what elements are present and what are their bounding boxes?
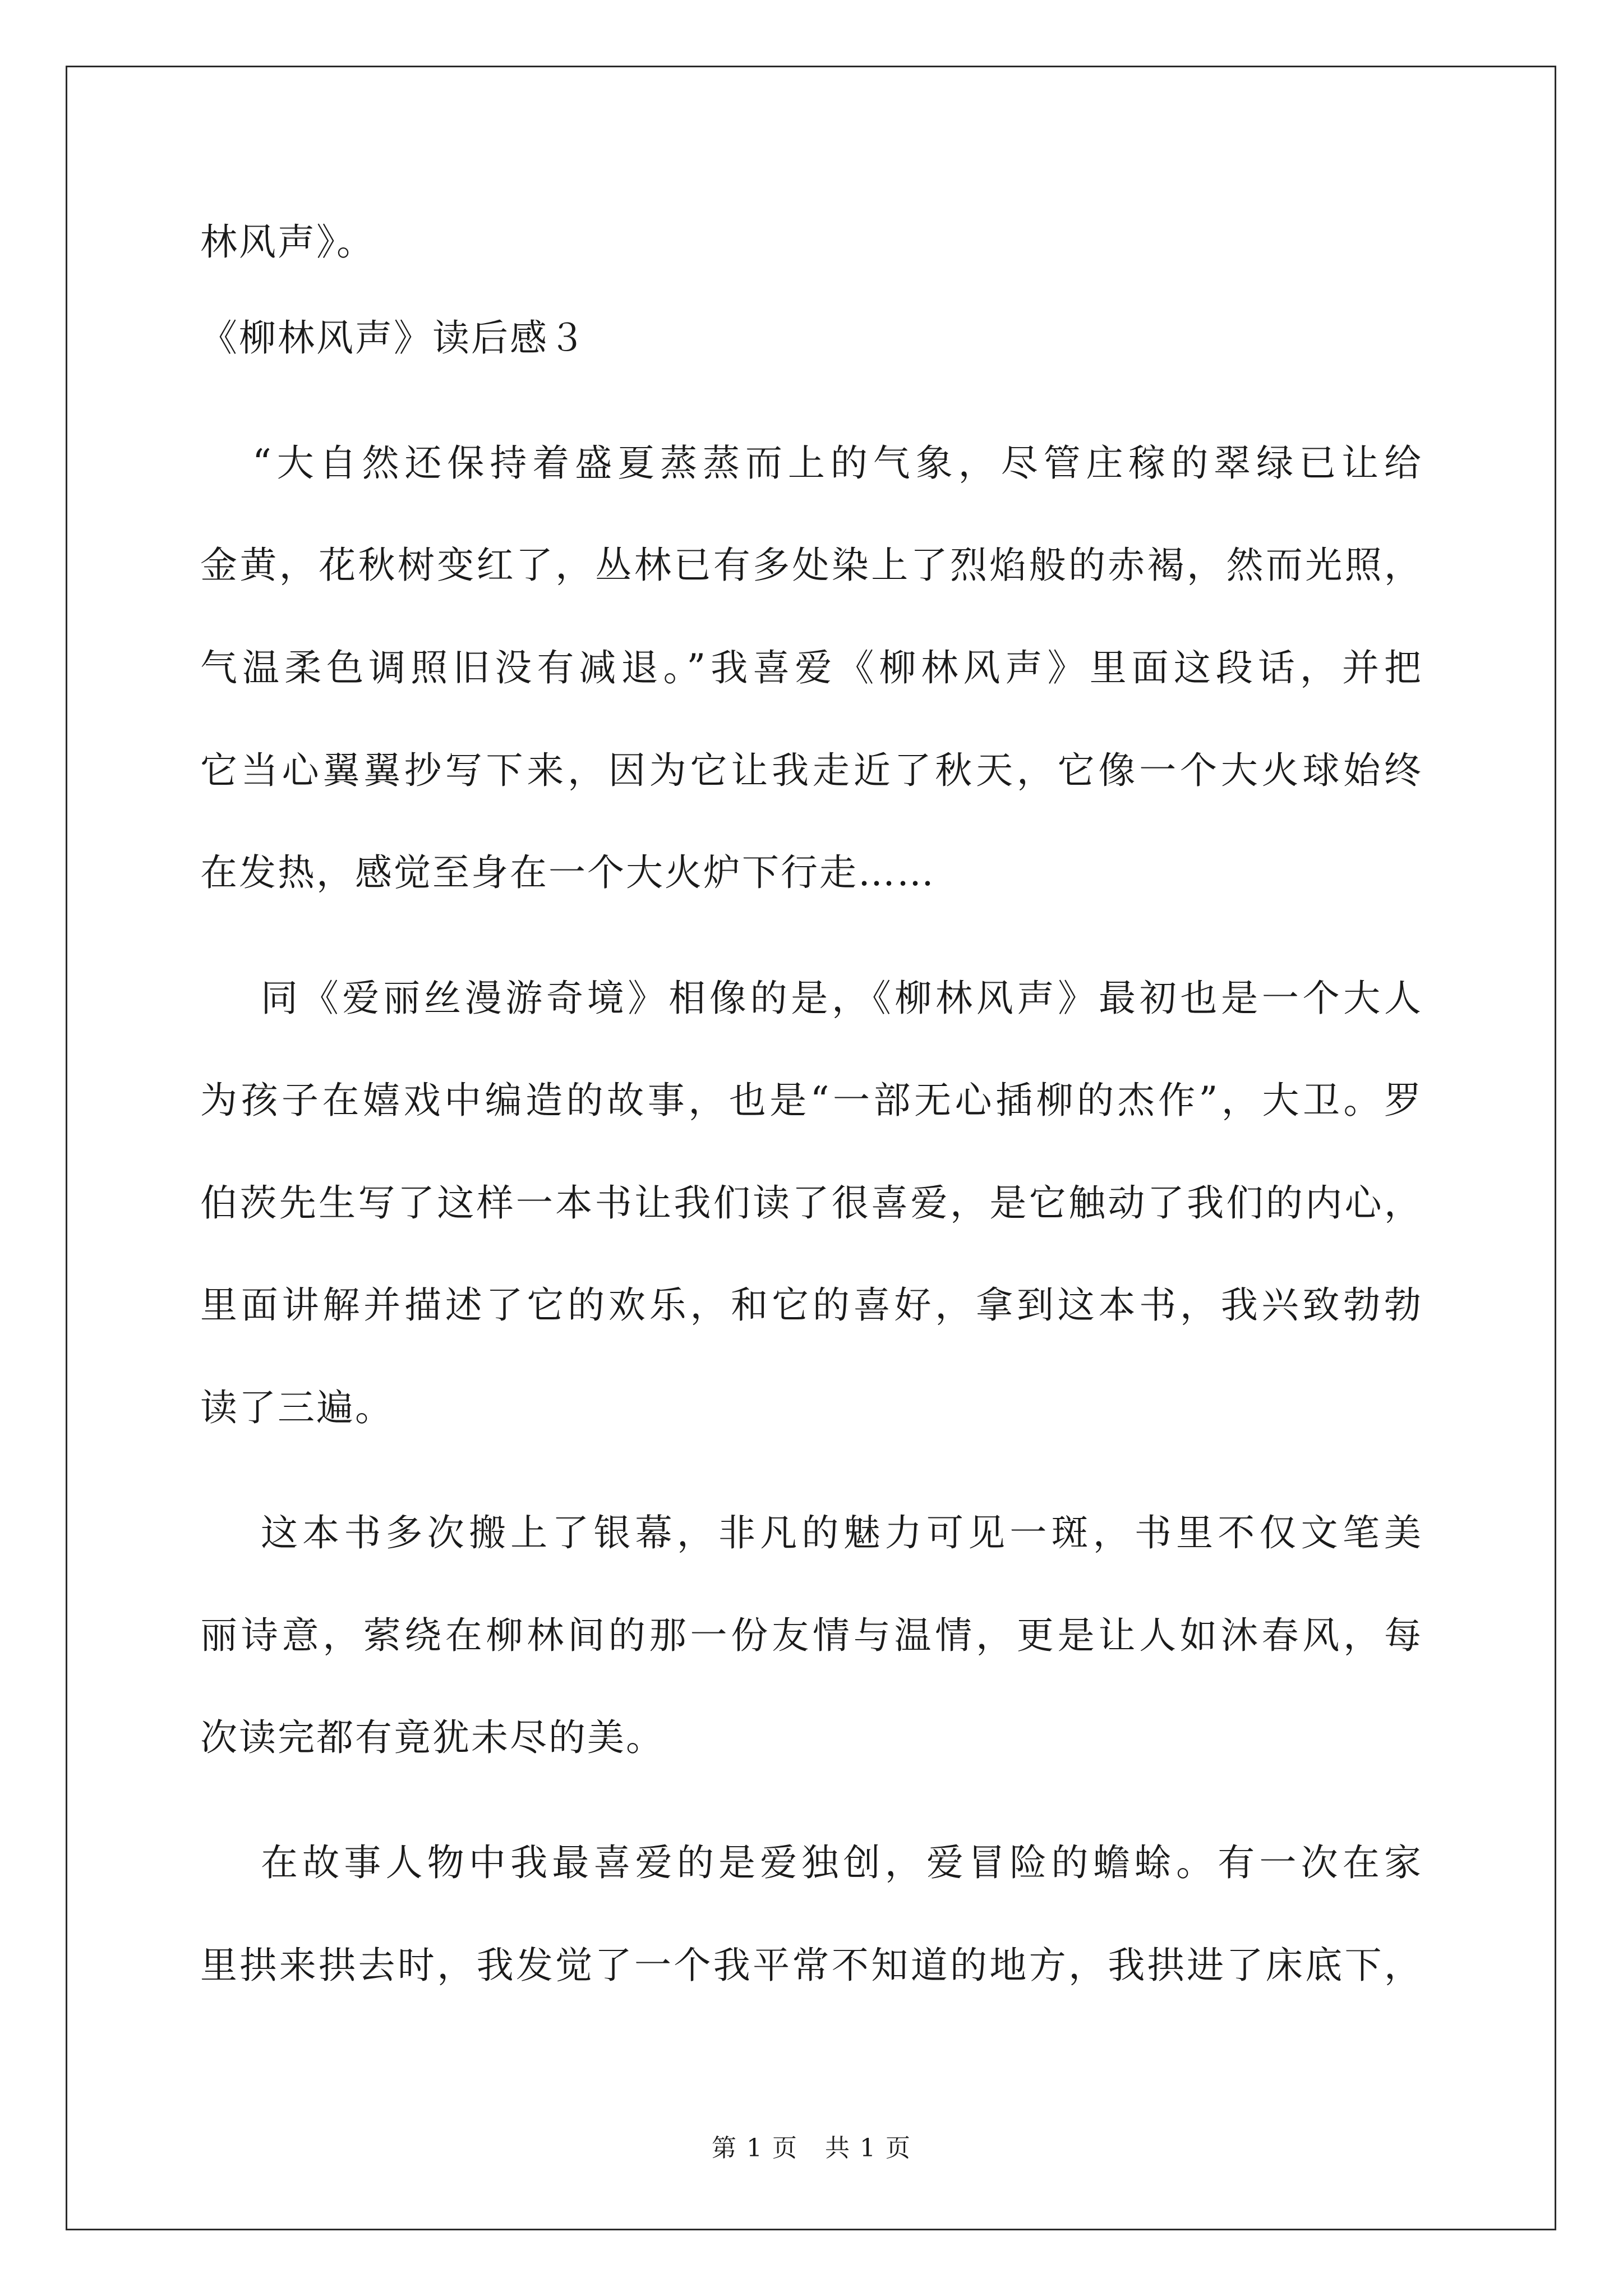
- paragraph-line: 在故事人物中我最喜爱的是爱独创，爱冒险的蟾蜍。有一次在家: [261, 1841, 1423, 1884]
- paragraph-line: 为孩子在嬉戏中编造的故事，也是“一部无心插柳的杰作”，大卫。罗: [200, 1079, 1423, 1122]
- paragraph-line: 林风声》。: [200, 220, 375, 264]
- paragraph-line: 同《爱丽丝漫游奇境》相像的是，《柳林风声》最初也是一个大人: [261, 977, 1423, 1020]
- paragraph-line: 读了三遍。: [200, 1386, 394, 1429]
- paragraph-line: 丽诗意，萦绕在柳林间的那一份友情与温情，更是让人如沐春风，每: [200, 1614, 1423, 1657]
- paragraph-line: 伯茨先生写了这样一本书让我们读了很喜爱，是它触动了我们的内心，: [200, 1181, 1423, 1225]
- paragraph-line: 次读完都有竟犹未尽的美。: [200, 1716, 665, 1759]
- paragraph-line: 里面讲解并描述了它的欢乐，和它的喜好，拿到这本书，我兴致勃勃: [200, 1283, 1423, 1327]
- paragraph-line: 里拱来拱去时，我发觉了一个我平常不知道的地方，我拱进了床底下，: [200, 1944, 1423, 1987]
- paragraph-line: 这本书多次搬上了银幕，非凡的魅力可见一斑，书里不仅文笔美: [261, 1511, 1423, 1554]
- page-border: [66, 66, 1556, 2230]
- section-heading: 《柳林风声》读后感３: [200, 316, 587, 360]
- page-number-footer: 第 1 页 共 1 页: [712, 2134, 911, 2162]
- paragraph-line: 它当心翼翼抄写下来，因为它让我走近了秋天，它像一个大火球始终: [200, 749, 1423, 792]
- paragraph-line: 在发热，感觉至身在一个大火炉下行走……: [200, 851, 935, 894]
- paragraph-line: 金黄，花秋树变红了，丛林已有多处染上了烈焰般的赤褐，然而光照，: [200, 544, 1423, 587]
- paragraph-line: 气温柔色调照旧没有减退。”我喜爱《柳林风声》里面这段话，并把: [200, 646, 1423, 689]
- paragraph-line: “大自然还保持着盛夏蒸蒸而上的气象，尽管庄稼的翠绿已让给: [252, 441, 1423, 485]
